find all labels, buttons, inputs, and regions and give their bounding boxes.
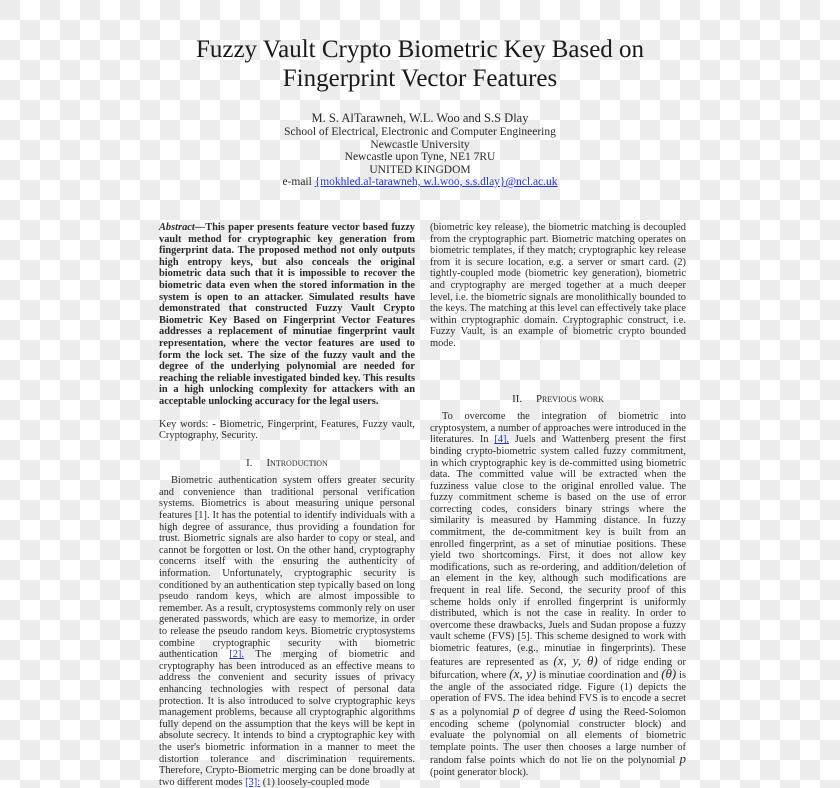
citation-link-3[interactable]: [3]:: [245, 776, 261, 788]
author-block: [250, 111, 590, 189]
title-line-2: Fingerprint Vector Features: [282, 65, 558, 92]
prev-text-i: (point generator block).: [430, 766, 529, 778]
affiliation-country: UNITED KINGDOM: [369, 163, 471, 176]
keywords: Key words: - Biometric, Fingerprint, Features, Fuzzy vault, Cryptography, Security.: [159, 418, 415, 442]
math-s: s: [430, 702, 436, 718]
abstract-lead: Abstract: [159, 222, 195, 233]
affiliation-school: School of Electrical, Electronic and Computer Engineering: [284, 126, 556, 138]
section-heading-introduction: [159, 458, 415, 470]
prev-text-a: To overcome the integration of biometric into cryptosystem, a number of approaches were introduced in the literatures. In: [430, 411, 686, 446]
math-x-y: (x, y): [509, 666, 537, 682]
continuation-paragraph: (biometric key release), the biometric matching is decoupled from the cryptographic part. Biometric matching operates on biometric templates, if they match; cryptographic key release from it is secure location, e.g. a server or smart card. (2) tightly-coupled mode (biometric key generation), biometric and cryptography are merged together at a much deeper level, i.e. the biometric signals are monolithically bounded to the keys. The matching at this level can effectively take place within cryptographic domain. Cryptographic construct, i.e. Fuzzy Vault, is an example of biometric crypto bounded mode.: [430, 222, 686, 349]
intro-text-b: The merging of biometric and cryptography has been introduced as an effective means to address the convenient and security issues of privacy enhancing technologies with respect of personal data protection. It is also introduced to solve cryptographic keys management problems, because all cryptographic algorithms fully depend on the assumption that the keys will be kept in absolute secrecy. It intends to bind a cryptographic key with the user's biometric information in a manner to meet the distortion tolerance and discrimination requirements. Therefore, Crypto-Biometric merging can be done broadly at two different modes: [159, 649, 415, 788]
section-title: Introduction: [266, 456, 328, 469]
email-line: [250, 176, 590, 189]
section-number: I.: [246, 456, 253, 469]
prev-text-b: Juels and Wattenberg present the first binding crypto-biometric system called fuzzy commitment, in which cryptographic key is de-committed using biometric data. The committed value will be extracted when the fuzziness value close to the original enrolled value. The fuzzy commitment scheme is based on the use of error correcting codes, considers binary strings where the similarity is measured by Hamming distance. In fuzzy commitment, the de-commitment key is built from an enrolled fingerprint, as a set of minutiae positions. These yield two shortcomings. First, it does not allow key modifications, such as re-ordering, and addition/deletion of an element in the key, although such modifications are frequent in real life. Second, the security proof of this scheme holds only if enrolled fingerprint is uniformly distributed, which is not the case in reality. In order to overcome these drawbacks, Juels and Sudan propose a fuzzy vault scheme (FVS) [5]. This scheme designed to work with biometric features, (e.g., minutiae in fingerprints). These features are represented as: [430, 434, 686, 668]
column-spacer: [430, 350, 686, 378]
math-p: p: [513, 702, 520, 718]
prev-text-f: as a polynomial: [435, 706, 514, 718]
title-line-1: Fuzzy Vault Crypto Biometric Key Based on: [195, 36, 645, 63]
prev-text-d: is minutiae coordination and: [536, 670, 662, 682]
citation-link-2[interactable]: [2].: [229, 649, 244, 661]
paper-title: [150, 35, 690, 93]
section-title: Previous work: [536, 392, 604, 405]
math-x-y-theta: (x, y, θ): [553, 652, 598, 668]
prev-text-c: of ridge ending or bifurcation, where: [430, 656, 686, 682]
section-heading-previous-work: [430, 394, 686, 406]
intro-text-a: Biometric authentication system offers greater security and convenience than traditional personal verification systems. Biometrics is about measuring unique personal features [1]. It has the potential to identify individuals with a high degree of assurance, thus providing a foundation for trust. Biometric signals are also harder to copy or steal, and cannot be forgotten or lost. On the other hand, cryptography concerns itself with the ensuring the authenticity of information. Unfortunately, cryptographic security is conditioned by an authentication step typically based on long pseudo random keys, which are almost impossible to remember. As a result, cryptosystems commonly rely on user generated passwords, which are easy to memorize, in order to release the pseudo random keys. Biometric cryptosystems combine cryptographic security with biometric authentication: [159, 475, 415, 661]
email-link[interactable]: {mokhled.al-tarawneh, w.l.woo, s.s.dlay}@ncl.ac.uk: [314, 176, 558, 188]
left-column: [159, 222, 415, 788]
prev-text-g: of degree: [519, 706, 569, 718]
intro-text-c: (1) loosely-coupled mode: [260, 776, 370, 788]
section-number: II.: [512, 392, 523, 405]
affiliation-address: Newcastle upon Tyne, NE1 7RU: [344, 151, 496, 163]
abstract: [159, 222, 415, 408]
math-d: d: [568, 702, 576, 718]
right-column: [430, 222, 686, 779]
author-names: M. S. AlTarawneh, W.L. Woo and S.S Dlay: [311, 111, 529, 125]
introduction-paragraph: [159, 475, 415, 788]
math-p-2: p: [679, 751, 686, 767]
affiliation-university: Newcastle University: [370, 138, 470, 151]
prev-text-e: is the angle of the associated ridge. Figure (1) depicts the operation of FVS. The idea behind FVS is to encode a secret: [430, 670, 687, 705]
citation-link-4[interactable]: [4],: [494, 434, 510, 446]
prev-text-h: using the Reed-Solomon encoding scheme (polynomial constructer block) and evaluate the polynomial on all elements of biometric template points. The user then chooses a large number of random false points which do not lie on the polynomial: [430, 706, 687, 767]
email-label: e-mail: [282, 176, 315, 188]
abstract-text: —This paper presents feature vector based fuzzy vault method for cryptographic key generation from fingerprint data. The proposed method not only outputs high entropy keys, but also conceals the original biometric data such that it is impossible to recover the biometric data even when the stored information in the system is open to an attacker. Simulated results have demonstrated that constructed Fuzzy Vault Crypto Biometric Key Based on Fingerprint Vector Features addresses a replacement of minutiae fingerprint vault representation, where the vector features are used to form the lock set. The size of the fuzzy vault and the degree of the underlying polynomial are needed for reaching the reliable investigated binded key. This results in a high unlocking complexity for attackers with an acceptable unlocking accuracy for the legal users.: [159, 222, 415, 407]
previous-work-paragraph: [430, 411, 686, 778]
math-theta: (θ): [661, 666, 677, 682]
